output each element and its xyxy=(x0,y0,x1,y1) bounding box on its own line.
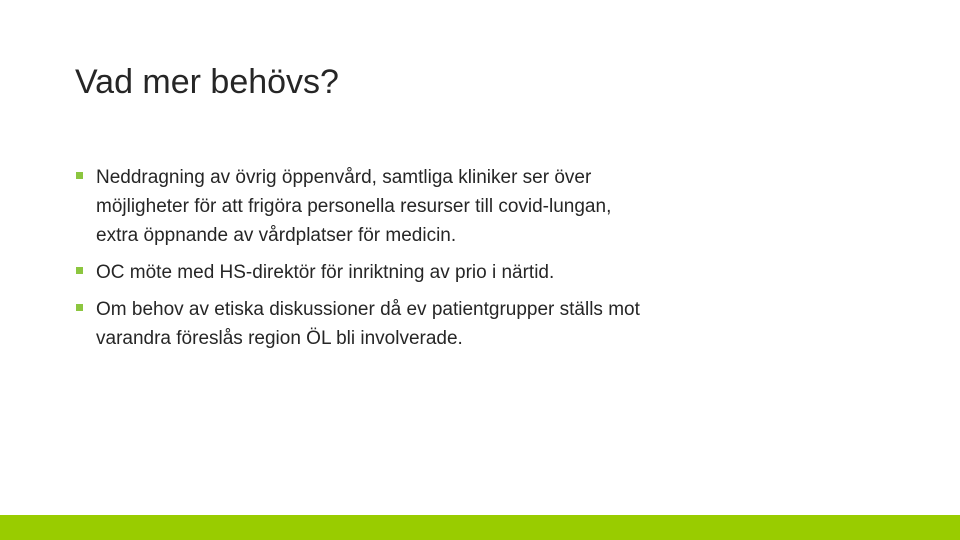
bullet-item xyxy=(75,163,645,250)
bullet-item xyxy=(75,295,645,353)
bullet-item xyxy=(75,258,645,287)
square-bullet-icon xyxy=(76,304,83,311)
square-bullet-icon xyxy=(76,267,83,274)
bullet-list xyxy=(75,163,645,361)
bullet-text: Neddragning av övrig öppenvård, samtliga kliniker ser över möjligheter för att frigöra personella resurser till covid-lungan, extra öppnande av vårdplatser för medicin. xyxy=(96,167,612,246)
bullet-text: Om behov av etiska diskussioner då ev patientgrupper ställs mot varandra föreslås region ÖL bli involverade. xyxy=(96,299,640,349)
accent-footer-bar xyxy=(0,515,960,540)
bullet-text: OC möte med HS-direktör för inriktning av prio i närtid. xyxy=(96,262,555,283)
slide-title: Vad mer behövs? xyxy=(75,63,339,101)
square-bullet-icon xyxy=(76,172,83,179)
